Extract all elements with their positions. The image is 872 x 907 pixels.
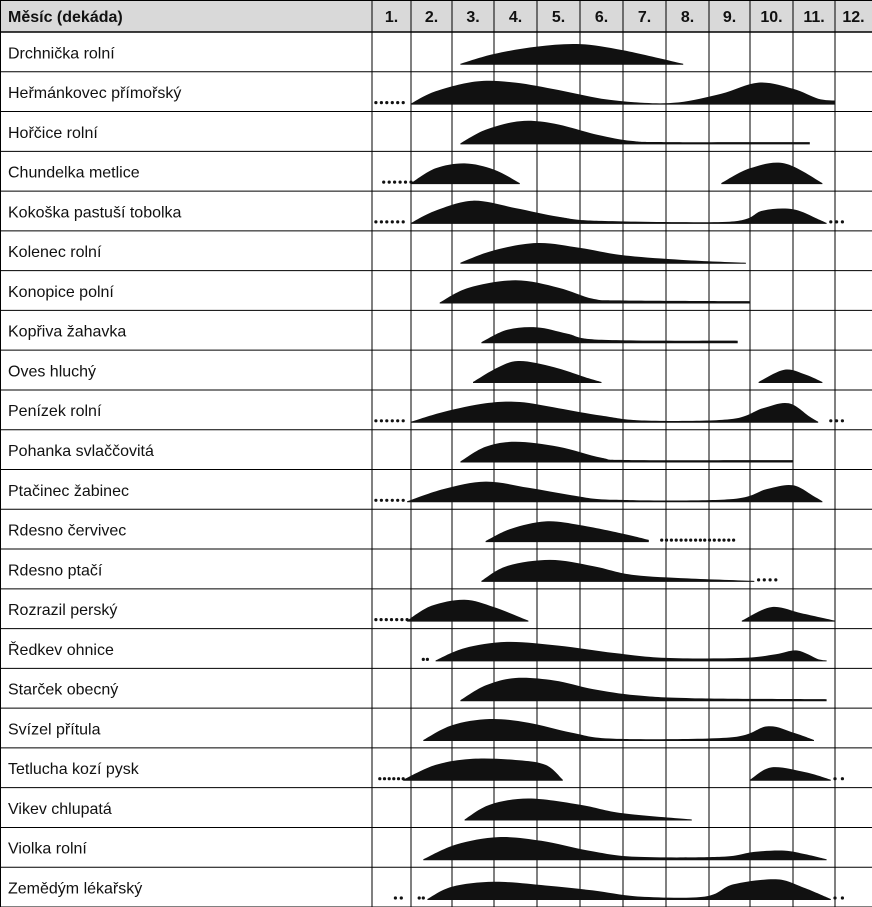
emergence-dot: [422, 658, 425, 661]
species-label: Violka rolní: [8, 840, 87, 858]
emergence-profile: [440, 280, 750, 303]
emergence-dot: [426, 658, 429, 661]
month-header-9: 9.: [722, 9, 737, 26]
emergence-profile: [423, 837, 826, 860]
emergence-profile: [481, 327, 737, 343]
emergence-dot: [694, 539, 697, 542]
emergence-profile: [460, 442, 793, 463]
emergence-dot: [396, 419, 399, 422]
emergence-dot: [396, 101, 399, 104]
emergence-dot: [675, 539, 678, 542]
emergence-profile: [407, 482, 822, 503]
month-header-1: 1.: [384, 9, 399, 26]
emergence-dot: [418, 896, 421, 899]
month-header-8: 8.: [680, 9, 695, 26]
emergence-profile: [460, 121, 809, 145]
emergence-dot: [380, 618, 383, 621]
emergence-dot: [699, 539, 702, 542]
emergence-dot: [404, 181, 407, 184]
emergence-profile: [411, 201, 827, 224]
emergence-dot: [718, 539, 721, 542]
species-label: Kokoška pastuší tobolka: [8, 204, 182, 222]
emergence-dot: [732, 539, 735, 542]
emergence-dot: [829, 419, 832, 422]
emergence-dot: [703, 539, 706, 542]
species-label: Zemědým lékařský: [8, 880, 143, 898]
emergence-dot: [380, 101, 383, 104]
species-label: Chundelka metlice: [8, 164, 140, 182]
emergence-dot: [422, 896, 425, 899]
month-header-3: 3.: [466, 9, 480, 26]
emergence-dot: [396, 220, 399, 223]
emergence-dot: [394, 896, 397, 899]
emergence-dot: [402, 419, 405, 422]
species-label: Drchnička rolní: [8, 45, 115, 63]
emergence-dot: [374, 220, 377, 223]
emergence-dot: [400, 896, 403, 899]
emergence-dot: [385, 618, 388, 621]
header-row: [0, 0, 872, 32]
emergence-dot: [402, 220, 405, 223]
emergence-profile: [407, 600, 528, 622]
month-header-7: 7.: [637, 9, 652, 26]
emergence-dot: [409, 181, 412, 184]
emergence-dot: [689, 539, 692, 542]
emergence-dot: [393, 181, 396, 184]
emergence-dot: [727, 539, 730, 542]
emergence-dot: [399, 181, 402, 184]
emergence-dot: [380, 499, 383, 502]
emergence-dot: [383, 777, 386, 780]
month-header-4: 4.: [508, 9, 523, 26]
species-label: Oves hluchý: [8, 363, 97, 381]
month-header-12: 12.: [842, 9, 865, 26]
emergence-shapes: [374, 44, 844, 900]
species-label: Heřmánkovec přímořský: [8, 85, 182, 103]
emergence-profile-secondary: [750, 767, 831, 781]
emergence-dot: [395, 618, 398, 621]
emergence-dot: [684, 539, 687, 542]
emergence-profile: [411, 402, 818, 423]
emergence-dot: [713, 539, 716, 542]
emergence-dot: [385, 499, 388, 502]
species-label: Hořčice rolní: [8, 124, 98, 142]
month-header-2: 2.: [424, 9, 439, 26]
emergence-dot: [385, 419, 388, 422]
emergence-dot: [835, 220, 838, 223]
emergence-dot: [388, 777, 391, 780]
emergence-dot: [769, 578, 772, 581]
emergence-dot: [841, 896, 844, 899]
emergence-profile: [436, 642, 827, 662]
emergence-dot: [722, 539, 725, 542]
emergence-dot: [774, 578, 777, 581]
species-label: Rozrazil perský: [8, 602, 118, 620]
emergence-dot: [670, 539, 673, 542]
emergence-dot: [380, 419, 383, 422]
emergence-dot: [378, 777, 381, 780]
month-header-10: 10.: [760, 9, 783, 26]
emergence-dot: [391, 101, 394, 104]
emergence-dot: [388, 181, 391, 184]
emergence-dot: [841, 777, 844, 780]
emergence-profile: [403, 758, 563, 780]
header-month-label: Měsíc (dekáda): [8, 9, 123, 26]
emergence-dot: [397, 777, 400, 780]
month-header-11: 11.: [803, 9, 825, 26]
emergence-dot: [374, 419, 377, 422]
species-label: Starček obecný: [8, 681, 119, 699]
emergence-dot: [402, 499, 405, 502]
emergence-dot: [385, 220, 388, 223]
emergence-dot: [680, 539, 683, 542]
species-label: Svízel přítula: [8, 721, 101, 739]
emergence-dot: [382, 181, 385, 184]
species-label: Ptačinec žabinec: [8, 482, 129, 500]
emergence-dot: [391, 499, 394, 502]
emergence-profile-secondary: [721, 163, 822, 184]
emergence-profile: [486, 521, 649, 542]
emergence-dot: [374, 499, 377, 502]
emergence-profile: [411, 163, 520, 184]
species-label: Pohanka svlaččovitá: [8, 442, 154, 460]
emergence-profile-secondary: [742, 607, 835, 622]
emergence-profile: [460, 243, 746, 264]
emergence-dot: [835, 419, 838, 422]
species-label: Kolenec rolní: [8, 244, 102, 262]
species-labels: [8, 45, 182, 897]
emergence-dot: [841, 220, 844, 223]
emergence-profile: [423, 719, 814, 741]
emergence-dot: [660, 539, 663, 542]
emergence-dot: [374, 618, 377, 621]
species-label: Kopřiva žahavka: [8, 323, 127, 341]
emergence-profile: [473, 361, 602, 383]
species-label: Tetlucha kozí pysk: [8, 761, 139, 779]
species-label: Rdesno ptačí: [8, 562, 103, 580]
emergence-dot: [390, 618, 393, 621]
emergence-dot: [763, 578, 766, 581]
emergence-dot: [829, 220, 832, 223]
month-header-5: 5.: [551, 9, 566, 26]
emergence-dot: [380, 220, 383, 223]
emergence-dot: [402, 777, 405, 780]
species-label: Konopice polní: [8, 283, 114, 301]
emergence-dot: [400, 618, 403, 621]
emergence-profile-secondary: [759, 369, 823, 383]
emergence-profile: [427, 879, 830, 900]
emergence-profile: [460, 678, 826, 701]
emergence-dot: [757, 578, 760, 581]
emergence-dot: [833, 777, 836, 780]
emergence-dot: [396, 499, 399, 502]
emergence-dot: [402, 101, 405, 104]
emergence-dot: [406, 618, 409, 621]
species-label: Vikev chlupatá: [8, 800, 112, 818]
emergence-dot: [833, 896, 836, 899]
emergence-dot: [708, 539, 711, 542]
species-label: Ředkev ohnice: [8, 641, 114, 659]
month-header-6: 6.: [594, 9, 609, 26]
emergence-dot: [392, 777, 395, 780]
emergence-dot: [385, 101, 388, 104]
emergence-profile: [465, 799, 692, 821]
emergence-dot: [374, 101, 377, 104]
emergence-dot: [391, 220, 394, 223]
emergence-dot: [841, 419, 844, 422]
species-label: Rdesno červivec: [8, 522, 127, 540]
emergence-dot: [391, 419, 394, 422]
emergence-dot: [665, 539, 668, 542]
species-label: Penízek rolní: [8, 403, 102, 421]
emergence-profile: [481, 560, 754, 582]
